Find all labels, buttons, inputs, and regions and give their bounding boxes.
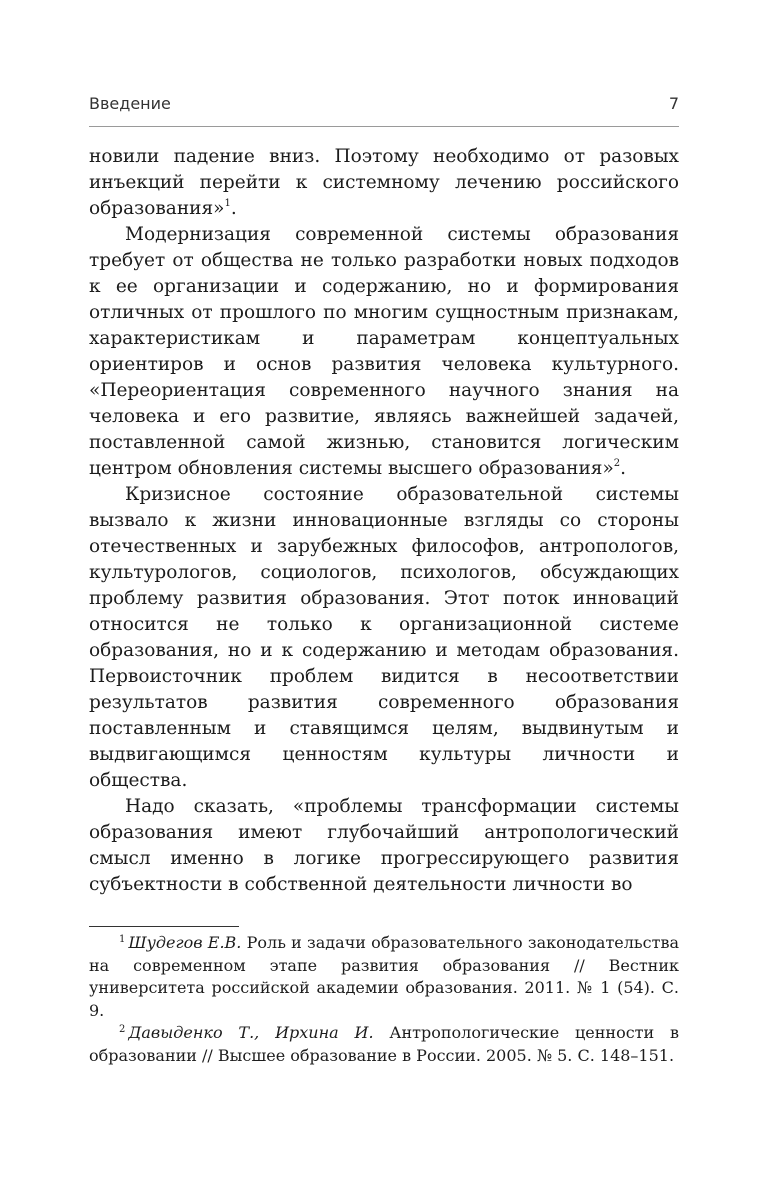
page-number: 7 bbox=[668, 94, 679, 113]
header-rule bbox=[89, 126, 679, 127]
main-text bbox=[89, 144, 679, 898]
footnote-separator bbox=[89, 926, 239, 927]
paragraph-1: новили падение вниз. Поэтому необходимо от разовых инъекций перейти к системному лечению российского образования»$^1$. bbox=[89, 146, 679, 219]
paragraph-4: Надо сказать, «проблемы трансформации системы образования имеют глубочайший антропологический смысл именно в логике прогрессирующего развития субъектности в собственной деятельности личности во bbox=[89, 796, 679, 895]
footnote-ref-1[interactable]: 1 bbox=[224, 197, 231, 209]
paragraph-3: Кризисное состояние образовательной системы вызвало к жизни инновационные взгляды со стороны отечественных и зарубежных философов, антропологов, культурологов, социологов, психологов, обсуждающих проблему развития образования. Этот поток инноваций относится не только к организационной системе образования, но и к содержанию и методам образования. Первоисточник проблем видится в несоответствии результатов развития современного образования поставленным и ставящимся целям, выдвинутым и выдвигающимся ценностям культуры личности и общества. bbox=[89, 484, 679, 791]
paragraph-2: Модернизация современной системы образования требует от общества не только разработки новых подходов к ее организации и содержанию, но и формирования отличных от прошлого по многим сущностным признакам, характеристикам и параметрам концептуальных ориентиров и основ развития человека культурного. «Переориентация современного научного знания на человека и его развитие, являясь важнейшей задачей, поставленной самой жизнью, становится логическим центром обновления системы высшего образования»$^2$. bbox=[89, 224, 679, 479]
footnote-ref-2[interactable]: 2 bbox=[613, 457, 621, 469]
footnotes bbox=[89, 932, 679, 1067]
footnote-1-author: Шудегов Е.В. bbox=[128, 933, 242, 952]
footnote-1: $^1$ Шудегов Е.В. Роль и задачи образовательного законодательства на современном этапе развития образования // Вестник университета российской академии образования. 2011. № 1 (54). С. 9. bbox=[89, 933, 680, 1020]
running-header bbox=[89, 92, 679, 118]
footnote-2: $^2$ Давыденко Т., Ирхина И. Антропологические ценности в образовании // Высшее образование в России. 2005. № 5. С. 148–151. bbox=[89, 1023, 680, 1065]
chapter-title: Введение bbox=[89, 94, 171, 113]
footnote-2-author: Давыденко Т., Ирхина И. bbox=[128, 1023, 374, 1042]
